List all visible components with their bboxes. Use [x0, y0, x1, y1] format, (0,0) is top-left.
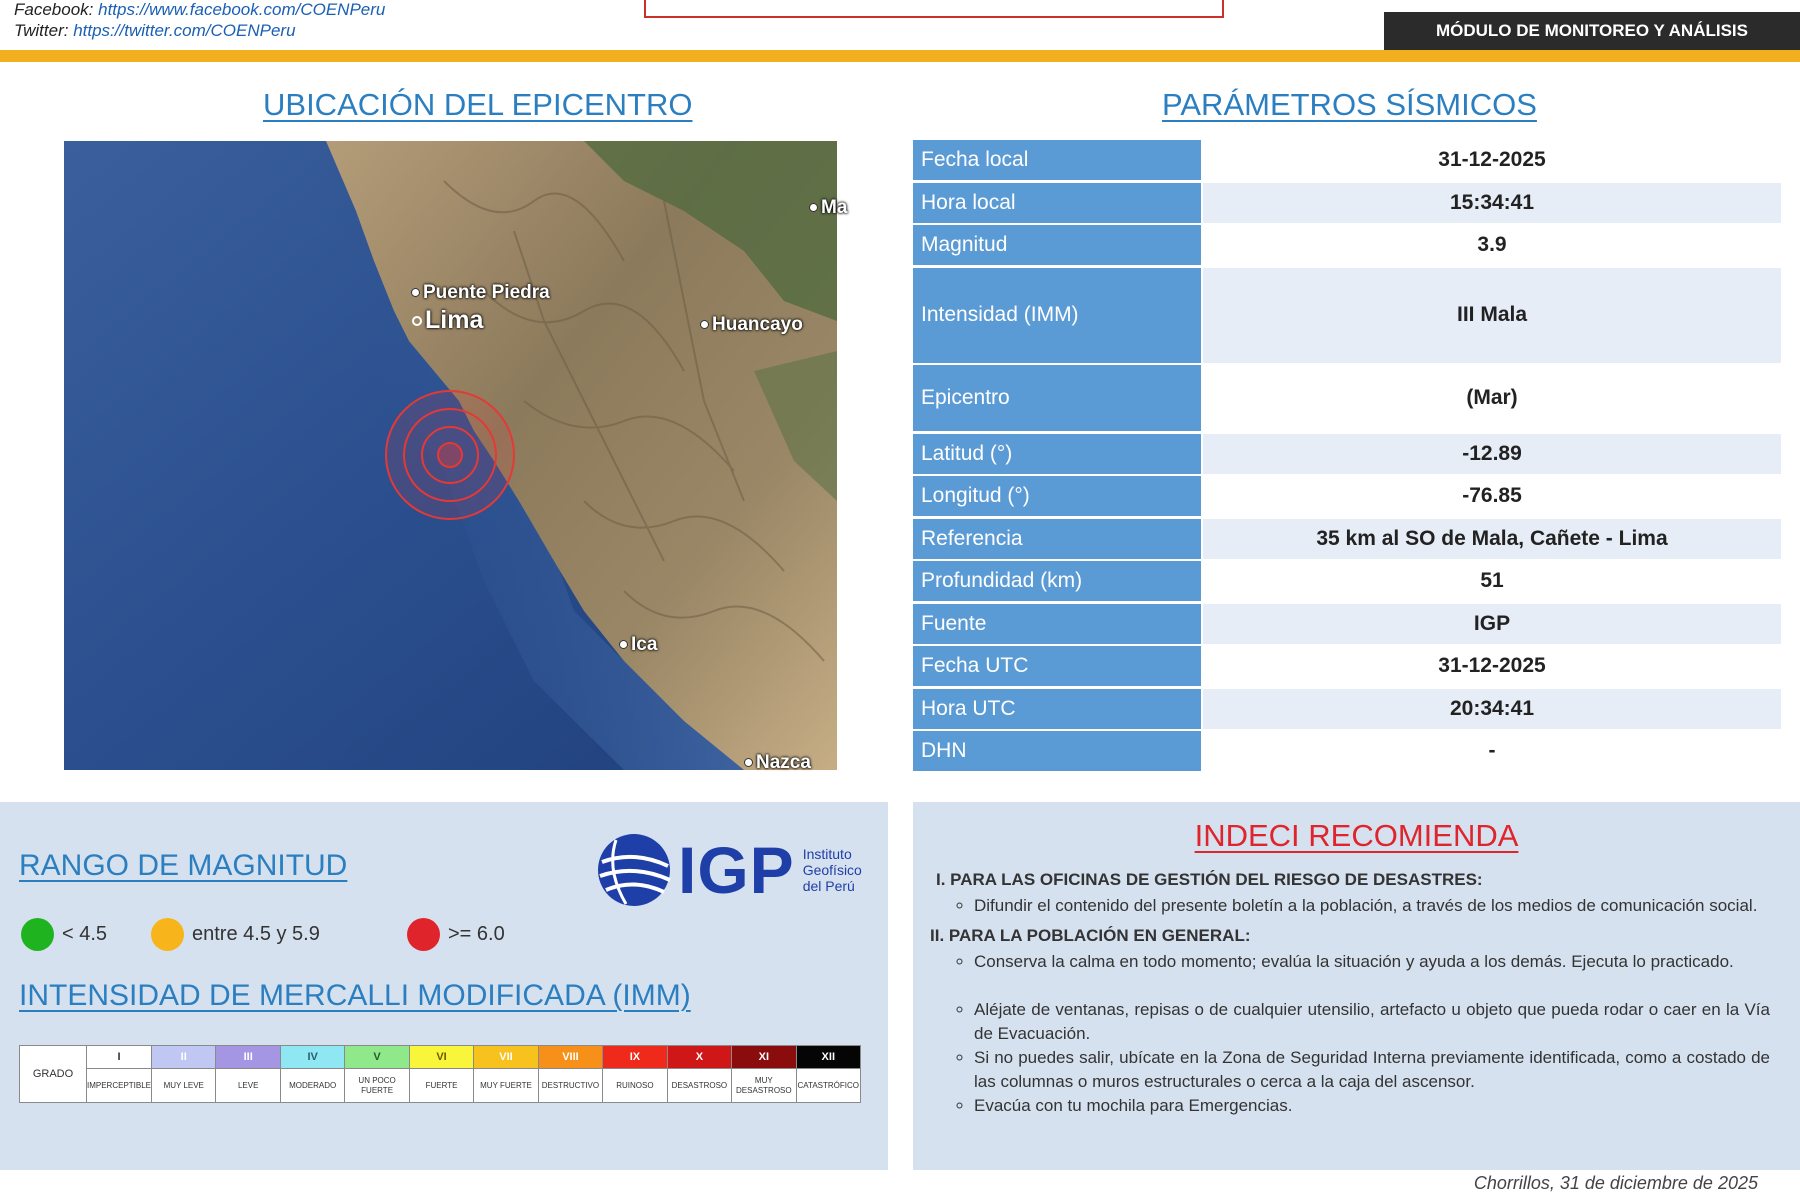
param-label: Magnitud — [913, 225, 1201, 265]
param-row-fecha-local — [913, 140, 1781, 180]
param-label: Fecha local — [913, 140, 1201, 180]
list-item: ◦ Si no puedes salir, ubícate en la Zona de Seguridad Interna previamente identificada, como a costado de las columnas o muros estructurales o cerca a la caja del ascensor. — [974, 1046, 1770, 1094]
mercalli-scale — [19, 1045, 861, 1103]
param-value: 15:34:41 — [1203, 183, 1781, 223]
param-row-dhn — [913, 731, 1781, 771]
param-row-hora-utc — [913, 689, 1781, 729]
red-circle-icon — [407, 918, 440, 951]
mercalli-level: VIII DESTRUCTIVO — [539, 1046, 603, 1102]
facebook-line: Facebook: https://www.facebook.com/COENPeru — [14, 0, 386, 19]
legend-mid: entre 4.5 y 5.9 — [151, 918, 320, 951]
param-label: Epicentro — [913, 365, 1201, 431]
reco-section-1-list — [930, 894, 1770, 918]
list-item: ◦ Aléjate de ventanas, repisas o de cualquier utensilio, artefacto u objeto que pueda rodar o caer en la Vía de Evacuación. — [974, 998, 1770, 1046]
facebook-link[interactable]: https://www.facebook.com/COENPeru — [98, 0, 386, 19]
param-value: 51 — [1480, 569, 1504, 592]
epicenter-title: UBICACIÓN DEL EPICENTRO — [263, 87, 693, 122]
reco-section-1-title: I. PARA LAS OFICINAS DE GESTIÓN DEL RIESGO DE DESASTRES: — [936, 870, 1483, 889]
map-label-puente-piedra: Puente Piedra — [411, 282, 550, 304]
param-row-fecha-utc — [913, 646, 1781, 686]
recommendations-body — [930, 868, 1770, 1124]
mercalli-level: X DESASTROSO — [668, 1046, 732, 1102]
seismic-params-table — [913, 140, 1781, 774]
header-red-frame — [644, 0, 1224, 18]
param-label: Fecha UTC — [913, 646, 1201, 686]
mercalli-level: VI FUERTE — [410, 1046, 474, 1102]
mercalli-level: XII CATASTRÓFICO — [797, 1046, 860, 1102]
list-item: ◦ Conserva la calma en todo momento; evalúa la situación y ayuda a los demás. Ejecuta lo practicado. — [974, 950, 1770, 974]
mercalli-level: V UN POCO FUERTE — [345, 1046, 409, 1102]
param-row-latitud — [913, 434, 1781, 474]
mercalli-level: I IMPERCEPTIBLE — [87, 1046, 152, 1102]
header-stripe — [0, 50, 1800, 62]
map-graphic — [64, 141, 837, 770]
mercalli-level: III LEVE — [216, 1046, 280, 1102]
map-label-nazca: Nazca — [744, 752, 811, 774]
map-label-huancayo: Huancayo — [700, 314, 803, 336]
recommendations-title: INDECI RECOMIENDA — [1194, 818, 1519, 853]
param-value: IGP — [1203, 604, 1781, 644]
mercalli-title: INTENSIDAD DE MERCALLI MODIFICADA (IMM) — [19, 979, 691, 1012]
map-label-ma: Ma — [809, 197, 847, 219]
param-value: - — [1488, 739, 1496, 762]
green-circle-icon — [21, 918, 54, 951]
param-row-profundidad — [913, 561, 1781, 601]
param-label: DHN — [913, 731, 1201, 771]
param-row-epicentro — [913, 365, 1781, 431]
epicenter-marker — [386, 391, 514, 519]
param-value: III Mala — [1203, 268, 1781, 363]
param-value: 35 km al SO de Mala, Cañete - Lima — [1203, 519, 1781, 559]
footer-date: Chorrillos, 31 de diciembre de 2025 — [1473, 1173, 1758, 1193]
param-value: 31-12-2025 — [1438, 148, 1546, 171]
param-value: 3.9 — [1477, 233, 1507, 256]
param-label: Fuente — [913, 604, 1201, 644]
igp-subtitle: Instituto Geofísico del Perú — [802, 846, 862, 894]
param-row-magnitud — [913, 225, 1781, 265]
param-row-intensidad — [913, 268, 1781, 363]
list-item: ◦ Evacúa con tu mochila para Emergencias. — [974, 1094, 1770, 1118]
magnitude-range-title: RANGO DE MAGNITUD — [19, 849, 348, 882]
params-title: PARÁMETROS SÍSMICOS — [1162, 87, 1537, 122]
twitter-link[interactable]: https://twitter.com/COENPeru — [73, 21, 296, 40]
param-label: Referencia — [913, 519, 1201, 559]
param-label: Longitud (°) — [913, 476, 1201, 516]
yellow-circle-icon — [151, 918, 184, 951]
recommendations-title-wrap — [913, 818, 1800, 854]
param-label: Latitud (°) — [913, 434, 1201, 474]
param-row-hora-local — [913, 183, 1781, 223]
param-label: Intensidad (IMM) — [913, 268, 1201, 363]
igp-logo — [596, 832, 862, 908]
igp-name: IGP — [678, 833, 795, 907]
param-row-referencia — [913, 519, 1781, 559]
param-value: -76.85 — [1462, 484, 1522, 507]
param-label: Hora local — [913, 183, 1201, 223]
grado-label: GRADO — [20, 1046, 87, 1102]
mercalli-level: IX RUINOSO — [603, 1046, 667, 1102]
map-label-ica: Ica — [619, 634, 657, 656]
epicenter-map[interactable] — [64, 141, 848, 773]
legend-low: < 4.5 — [21, 918, 107, 951]
param-label: Hora UTC — [913, 689, 1201, 729]
param-value: 20:34:41 — [1203, 689, 1781, 729]
param-value: (Mar) — [1466, 386, 1518, 409]
igp-globe-icon — [596, 832, 672, 908]
twitter-line: Twitter: https://twitter.com/COENPeru — [14, 21, 296, 40]
reco-section-2-title: II. PARA LA POBLACIÓN EN GENERAL: — [930, 926, 1251, 945]
param-value: 31-12-2025 — [1438, 654, 1546, 677]
param-row-longitud — [913, 476, 1781, 516]
mercalli-level: XI MUY DESASTROSO — [732, 1046, 796, 1102]
param-label: Profundidad (km) — [913, 561, 1201, 601]
mercalli-level: IV MODERADO — [281, 1046, 345, 1102]
param-row-fuente — [913, 604, 1781, 644]
param-value: -12.89 — [1203, 434, 1781, 474]
mercalli-level: VII MUY FUERTE — [474, 1046, 538, 1102]
map-label-lima: Lima — [412, 306, 483, 335]
mercalli-level: II MUY LEVE — [152, 1046, 216, 1102]
list-item: ◦ Difundir el contenido del presente boletín a la población, a través de los medios de comunicación social. — [974, 894, 1770, 918]
legend-high: >= 6.0 — [407, 918, 505, 951]
module-title: MÓDULO DE MONITOREO Y ANÁLISIS — [1384, 12, 1800, 50]
reco-section-2-list — [930, 950, 1770, 1118]
